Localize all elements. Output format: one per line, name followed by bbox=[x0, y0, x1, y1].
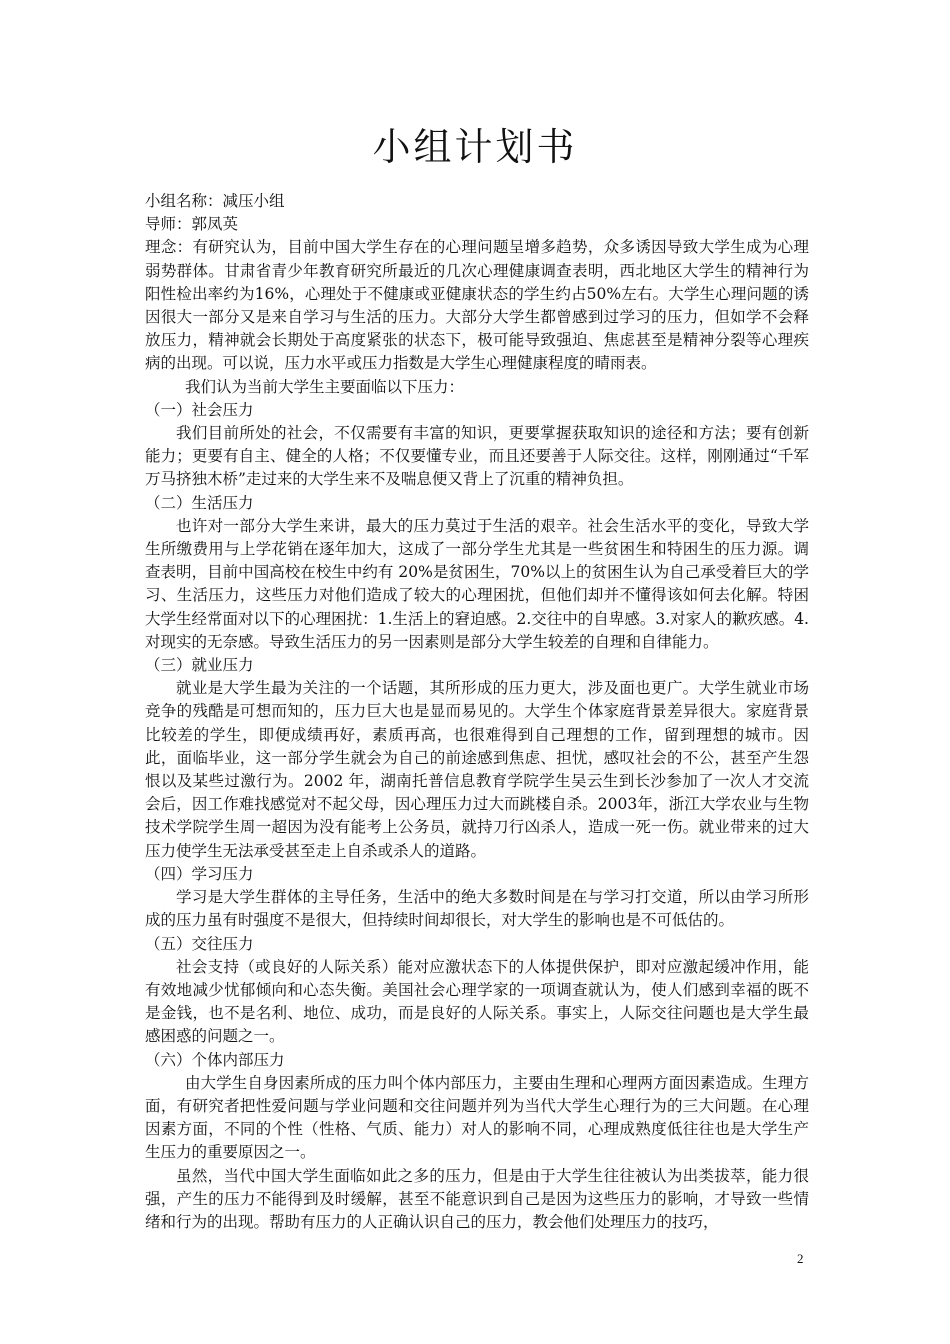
section-text-study: 学习是大学生群体的主导任务，生活中的绝大多数时间是在与学习打交道，所以由学习所形成的压力虽有时强度不是很大，但持续时间却很长，对大学生的影响也是不可低估的。 bbox=[145, 888, 809, 930]
rationale-paragraph: 理念：有研究认为，目前中国大学生存在的心理问题呈增多趋势，众多诱因导致大学生成为心理弱势群体。甘肃省青少年教育研究所最近的几次心理健康调查表明，西北地区大学生的精神行为阳性检出率约为16%，心理处于不健康或亚健康状态的学生约占50%左右。大学生心理问题的诱因很大一部分又是来自学习与生活的压力。大部分大学生都曾感到过学习的压力，但如学不会释放压力，精神就会长期处于高度紧张的状态下，极可能导致强迫、焦虑甚至是精神分裂等心理疾病的出现。可以说，压力水平或压力指数是大学生心理健康程度的晴雨表。 bbox=[145, 238, 809, 373]
section-text-social-interaction: 社会支持（或良好的人际关系）能对应激状态下的人体提供保护，即对应激起缓冲作用，能有效地减少忧郁倾向和心态失衡。美国社会心理学家的一项调查就认为，使人们感到幸福的既不是金钱，也不是名利、地位、成功，而是良好的人际关系。事实上，人际交往问题也是大学生最感困惑的问题之一。 bbox=[145, 957, 809, 1046]
page-number: 2 bbox=[797, 1251, 804, 1266]
section-text-employment: 就业是大学生最为关注的一个话题，其所形成的压力更大，涉及面也更广。大学生就业市场竞争的残酷是可想而知的，压力巨大也是显而易见的。大学生个体家庭背景差异很大。家庭背景比较差的学生，即便成绩再好，素质再高，也很难得到自己理想的工作，留到理想的城市。因此，面临毕业，这一部分学生就会为自己的前途感到焦虑、担忧，感叹社会的不公，甚至产生怨恨以及某些过激行为。2002 年，湖南托普信息教育学院学生吴云生到长沙参加了一次人才交流会后，因工作难找感觉对不起父母，因心理压力过大而跳楼自杀。2003年，浙江大学农业与生物技术学院学生周一超因为没有能考上公务员，就持刀行凶杀人，造成一死一伤。就业带来的过大压力使学生无法承受甚至走上自杀或杀人的道路。 bbox=[145, 679, 809, 860]
intro-line: 我们认为当前大学生主要面临以下压力： bbox=[185, 377, 465, 396]
section-heading-life: （二）生活压力 bbox=[145, 493, 254, 512]
section-text-life: 也许对一部分大学生来讲，最大的压力莫过于生活的艰辛。社会生活水平的变化，导致大学生所缴费用与上学花销在逐年加大，这成了一部分学生尤其是一些贫困生和特困生的压力源。调查表明，目前中国高校在校生中约有 20%是贫困生，70%以上的贫困生认为自己承受着巨大的学习、生活压力，这些压力对他们造成了较大的心理困扰，但他们却并不懂得该如何去化解。特困大学生经常面对以下的心理困扰：1.生活上的窘迫感。2.交往中的自卑感。3.对家人的歉疚感。4.对现实的无奈感。导致生活压力的另一因素则是部分大学生较差的自理和自律能力。 bbox=[145, 516, 809, 651]
closing-paragraph: 虽然，当代中国大学生面临如此之多的压力，但是由于大学生往往被认为出类拔萃，能力很强，产生的压力不能得到及时缓解，甚至不能意识到自己是因为这些压力的影响，才导致一些情绪和行为的出现。帮助有压力的人正确认识自己的压力，教会他们处理压力的技巧， bbox=[145, 1166, 809, 1231]
section-heading-study: （四）学习压力 bbox=[145, 864, 254, 883]
section-text-social: 我们目前所处的社会，不仅需要有丰富的知识，更要掌握获取知识的途径和方法；要有创新能力；更要有自主、健全的人格；不仅要懂专业，而且还要善于人际交往。这样，刚刚通过“千军万马挤独木桥”走过来的大学生来不及喘息便又背上了沉重的精神负担。 bbox=[145, 424, 809, 489]
section-text-internal: 由大学生自身因素所成的压力叫个体内部压力，主要由生理和心理两方面因素造成。生理方面，有研究者把性爱问题与学业问题和交往问题并列为当代大学生心理行为的三大问题。在心理因素方面，不同的个性（性格、气质、能力）对人的影响不同，心理成熟度低往往也是大学生产生压力的重要原因之一。 bbox=[145, 1073, 809, 1162]
section-heading-social: （一）社会压力 bbox=[145, 400, 254, 419]
section-heading-internal: （六）个体内部压力 bbox=[145, 1050, 285, 1069]
section-heading-social-interaction: （五）交往压力 bbox=[145, 934, 254, 953]
group-name-line: 小组名称：减压小组 bbox=[145, 192, 285, 210]
mentor-line: 导师：郭凤英 bbox=[145, 215, 239, 234]
section-heading-employment: （三）就业压力 bbox=[145, 656, 254, 675]
document-title: 小组计划书 bbox=[372, 125, 578, 170]
document-body bbox=[145, 190, 809, 1234]
